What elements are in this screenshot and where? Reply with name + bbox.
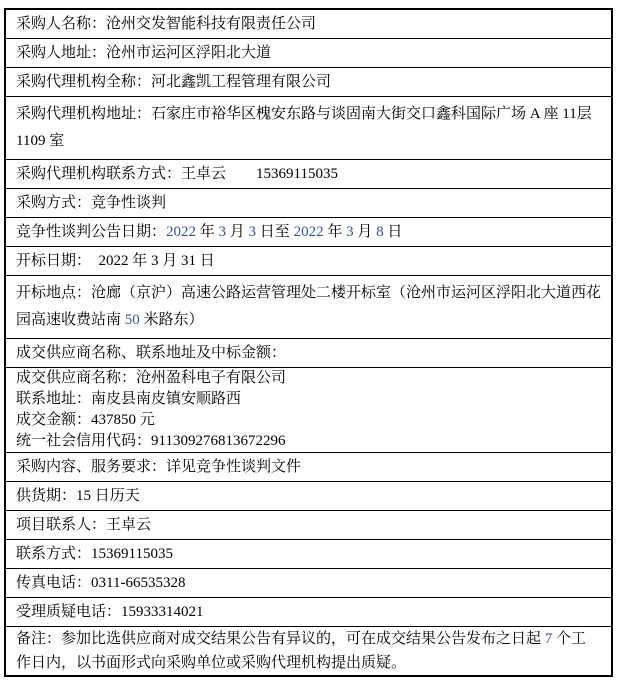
- row-text: 采购人地址：沧州市运河区浮阳北大道: [16, 45, 272, 61]
- row-line: [16, 410, 601, 431]
- row-text: 月: [226, 224, 249, 240]
- highlight-number: 2022: [293, 224, 324, 240]
- row-line: [16, 456, 601, 478]
- row-text: 统一社会信用代码：911309276813672296: [16, 433, 286, 449]
- row-text: 个工作日内，以书面形式向采购单位或采购代理机构提出质疑。: [16, 631, 587, 671]
- row-text: 年: [196, 224, 219, 240]
- highlight-number: 2022: [166, 224, 197, 240]
- table-row: [6, 482, 611, 511]
- highlight-number: 8: [376, 224, 384, 240]
- table-row: [6, 39, 611, 68]
- row-text: 年: [323, 224, 347, 240]
- table-row: [6, 68, 611, 97]
- row-text: 日: [383, 224, 403, 240]
- row-line: [16, 627, 601, 675]
- row-text: 成交供应商名称：沧州盈科电子有限公司: [16, 370, 287, 386]
- row-text: 开标日期： 2022 年 3 月 31 日: [16, 253, 215, 269]
- row-text: 采购代理机构联系方式：王卓云 15369115035: [16, 166, 338, 182]
- table-row: [6, 339, 611, 368]
- table-row: [6, 189, 611, 218]
- row-line: [16, 601, 601, 623]
- row-line: [16, 368, 601, 389]
- row-line: [16, 514, 601, 536]
- row-line: [16, 101, 601, 155]
- row-text: 项目联系人：王卓云: [16, 517, 152, 533]
- highlight-number: 3: [346, 224, 354, 240]
- table-row: [6, 247, 611, 276]
- row-text: 成交供应商名称、联系地址及中标金额：: [16, 345, 287, 361]
- table-row: [6, 276, 611, 339]
- row-line: [16, 192, 601, 214]
- row-text: 联系方式：15369115035: [16, 546, 173, 562]
- table-row: [6, 10, 611, 39]
- highlight-number: 3: [218, 224, 227, 240]
- table-row: [6, 511, 611, 540]
- row-line: [16, 342, 601, 364]
- highlight-number: 7: [544, 631, 553, 647]
- table-row: [6, 627, 611, 675]
- table-row: [6, 540, 611, 569]
- row-text: 采购方式：竞争性谈判: [16, 195, 167, 211]
- row-text: 采购内容、服务要求：详见竞争性谈判文件: [16, 459, 302, 475]
- row-line: [16, 71, 601, 93]
- highlight-number: 50: [124, 312, 140, 328]
- row-text: 受理质疑电话：15933314021: [16, 604, 204, 620]
- row-line: [16, 280, 601, 334]
- row-line: [16, 221, 601, 243]
- row-text: 日至: [256, 224, 294, 240]
- row-line: [16, 543, 601, 565]
- row-line: [16, 485, 601, 507]
- row-text: 传真电话：0311-66535328: [16, 575, 186, 591]
- row-line: [16, 389, 601, 410]
- row-text: 月: [353, 224, 377, 240]
- highlight-number: 3: [248, 224, 257, 240]
- row-line: [16, 13, 601, 35]
- row-text: 成交金额：437850 元: [16, 412, 155, 428]
- row-line: [16, 250, 601, 272]
- row-text: 采购代理机构全称：河北鑫凯工程管理有限公司: [16, 74, 332, 90]
- row-text: 竞争性谈判公告日期：: [16, 224, 167, 240]
- row-line: [16, 572, 601, 594]
- row-line: [16, 42, 601, 64]
- row-text: 备注：参加比选供应商对成交结果公告有异议的，可在成交结果公告发布之日起: [16, 631, 545, 647]
- row-text: 采购人名称：沧州交发智能科技有限责任公司: [16, 16, 317, 32]
- table-row: [6, 218, 611, 247]
- row-line: [16, 431, 601, 452]
- procurement-result-table: [4, 8, 613, 677]
- row-line: [16, 163, 601, 185]
- row-text: 米路东）: [139, 312, 204, 328]
- table-row: [6, 97, 611, 160]
- table-row: [6, 453, 611, 482]
- row-text: 联系地址：南皮县南皮镇安顺路西: [16, 391, 242, 407]
- table-row: [6, 569, 611, 598]
- row-text: 供货期：15 日历天: [16, 488, 140, 504]
- row-text: 采购代理机构地址：石家庄市裕华区槐安东路与谈固南大街交口鑫科国际广场 A 座 11层 1109 室: [16, 106, 592, 149]
- table-row: [6, 598, 611, 627]
- table-row: [6, 160, 611, 189]
- row-text: 开标地点：沧廊（京沪）高速公路运营管理处二楼开标室（沧州市运河区浮阳北大道西花园高速收费站南: [16, 285, 602, 328]
- table-row: [6, 368, 611, 453]
